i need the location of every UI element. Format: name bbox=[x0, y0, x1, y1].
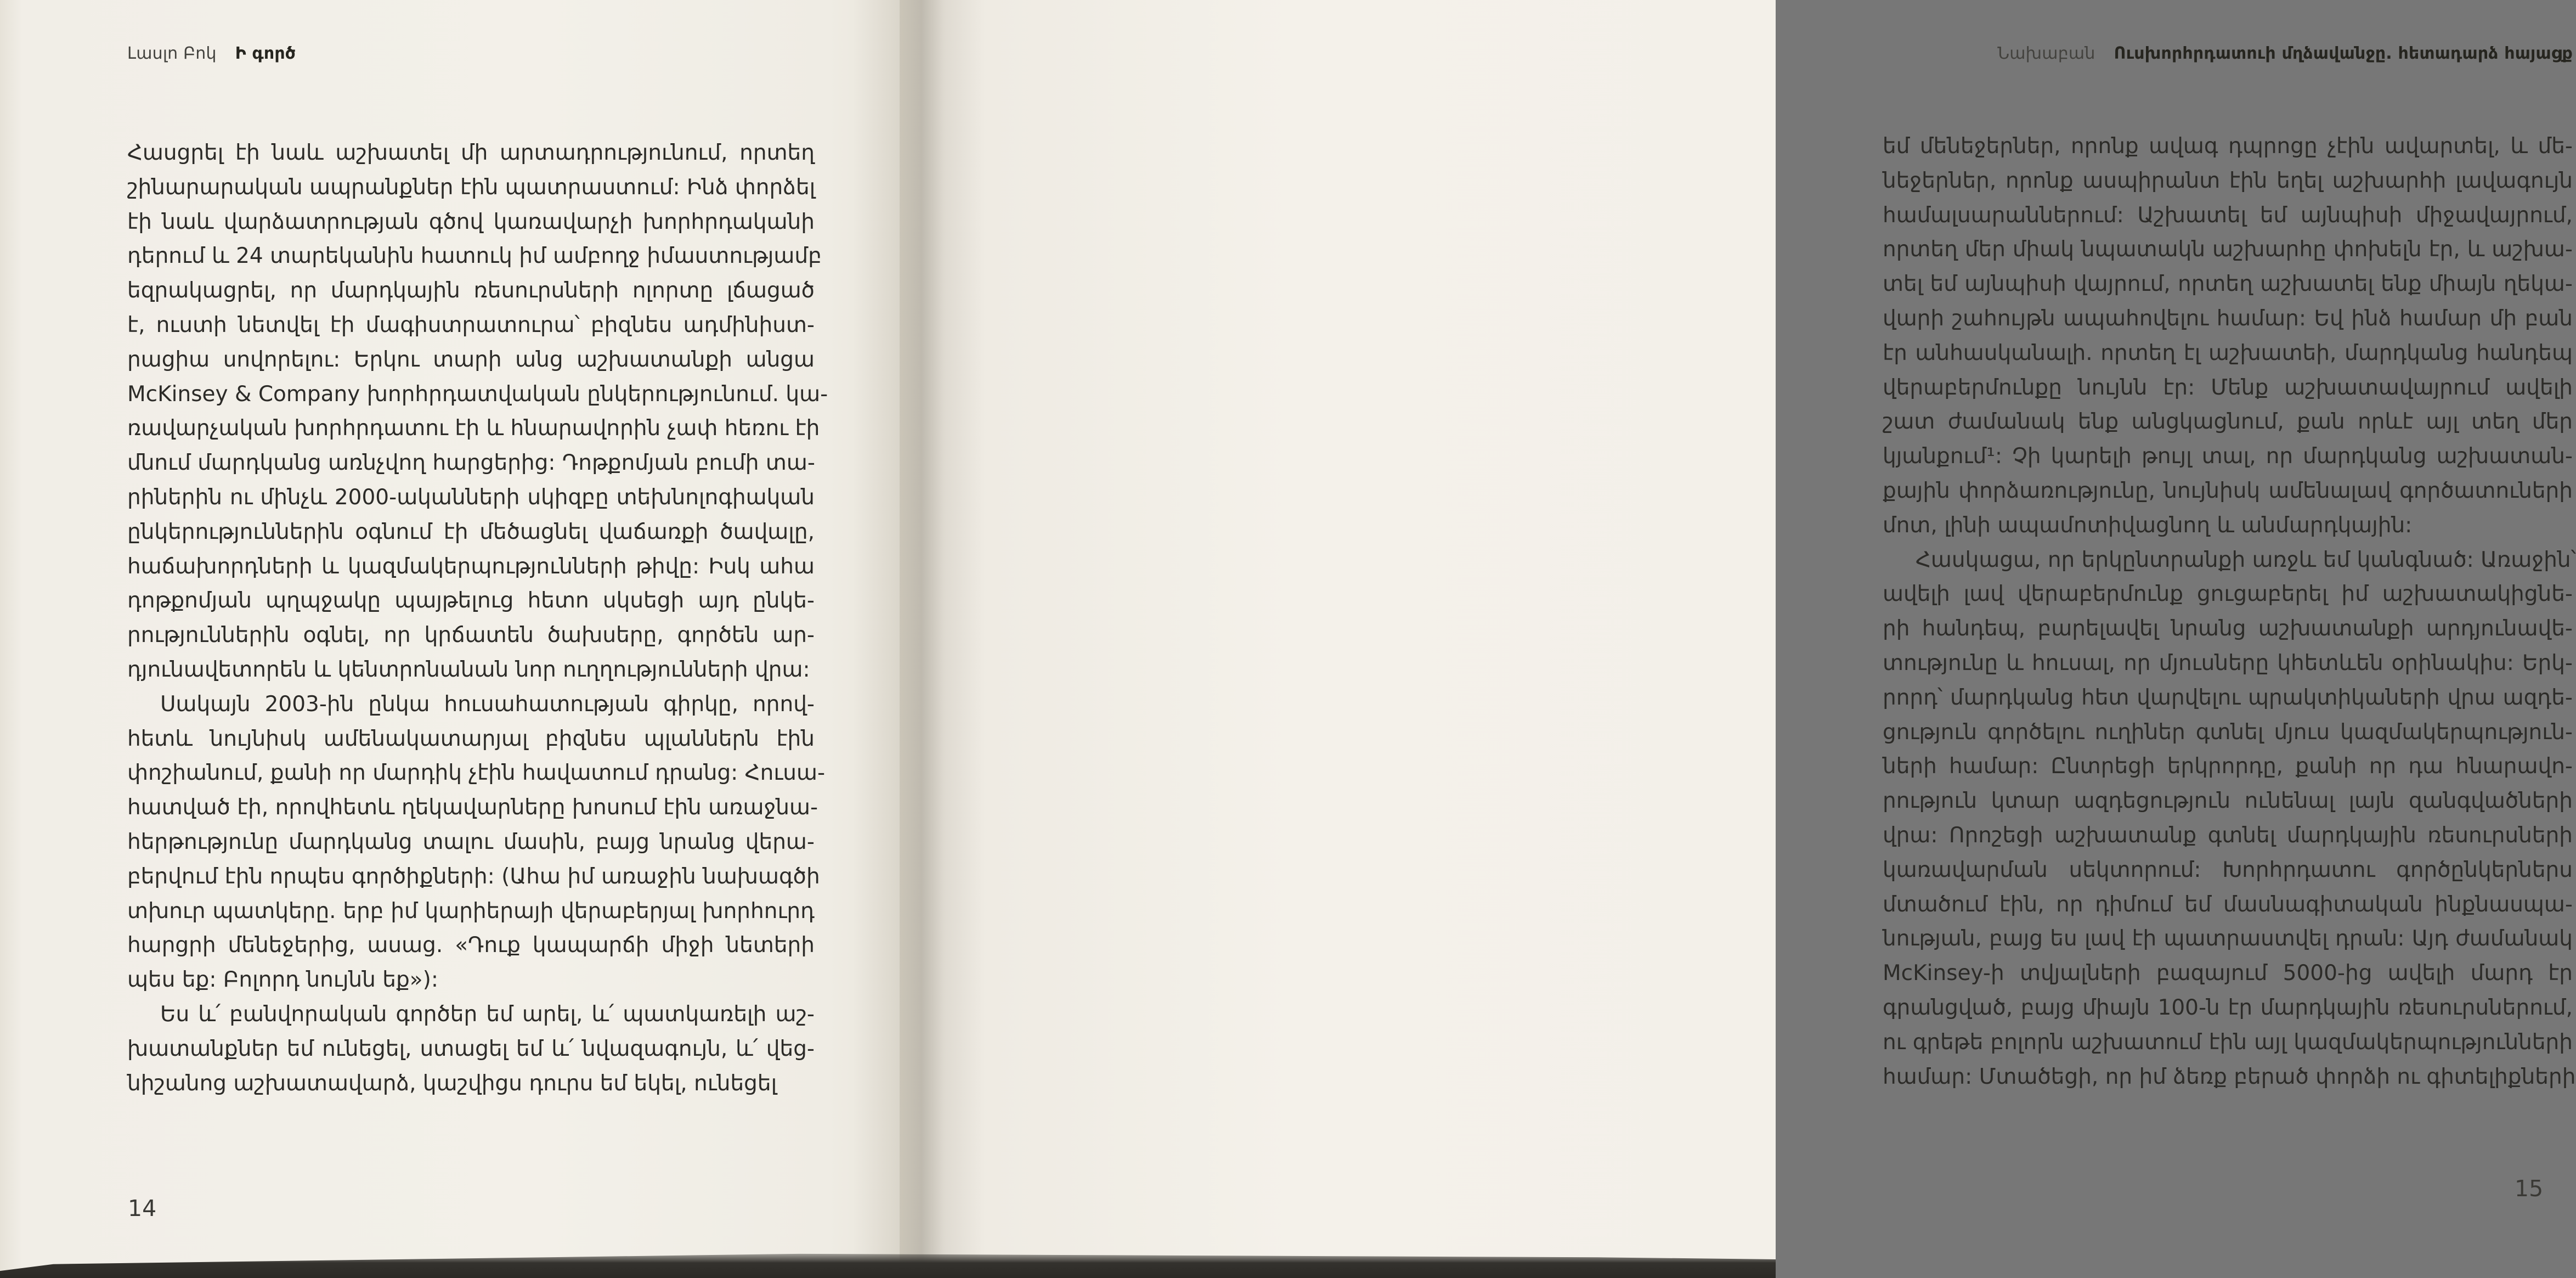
text-line: էի նաև վարձատրության գծով կառավարչի խորհրդականի bbox=[127, 209, 815, 234]
text-line: McKinsey & Company խորհրդատվական ընկերությունում. կա- bbox=[127, 381, 828, 407]
text-line: վերաբերմունքը նույնն էր: Մենք աշխատավայրում ավելի bbox=[1883, 375, 2573, 400]
left-page-number: 14 bbox=[128, 1195, 157, 1221]
text-line: հարցրի մենեջերից, ասաց. «Դուք կապարճի միջի նետերի bbox=[127, 933, 815, 958]
text-line: րորդ՝ մարդկանց հետ վարվելու պրակտիկաների վրա ազդե- bbox=[1883, 685, 2573, 710]
text-line: փոշիանում, քանի որ մարդիկ չէին հավատում դրանց: Հուսա- bbox=[127, 761, 826, 786]
text-line: էր անհասկանալի. որտեղ էլ աշխատեի, մարդկանց հանդեպ bbox=[1883, 340, 2573, 365]
text-line: բերվում էին որպես գործիքների: (Ահա իմ առաջին նախագծի bbox=[127, 864, 820, 889]
text-line: մտածում էին, որ դիմում եմ մասնագիտական ինքնասպա- bbox=[1883, 892, 2573, 917]
text-line: եմ մենեջերներ, որոնք ավագ դպրոցը չէին ավարտել, և մե- bbox=[1883, 134, 2573, 159]
right-page-number: 15 bbox=[2515, 1175, 2544, 1202]
text-line: վրա: Որոշեցի աշխատանք գտնել մարդկային ռեսուրսների bbox=[1883, 823, 2573, 848]
text-line: վարի շահույթն ապահովելու համար: Եվ ինձ համար մի բան bbox=[1883, 306, 2573, 331]
text-line: շատ ժամանակ ենք անցկացնում, քան որևէ այլ տեղ մեր bbox=[1883, 409, 2573, 435]
text-line: որտեղ մեր միակ նպատակն աշխարհը փոխելն էր, և աշխա- bbox=[1883, 237, 2573, 262]
text-line: խատանքներ եմ ունեցել, ստացել եմ և՛ նվազագույն, և՛ վեց- bbox=[127, 1036, 815, 1061]
text-line: մնում մարդկանց առնչվող հարցերից: Դոթքոմյան բումի տա- bbox=[127, 451, 815, 476]
text-line: տել եմ այնպիսի վայրում, որտեղ աշխատել ենք միայն ղեկա- bbox=[1883, 272, 2573, 297]
text-line: քային փորձառությունը, նույնիսկ ամենալավ գործատուների bbox=[1883, 478, 2573, 503]
paragraph bbox=[1883, 130, 2573, 543]
text-line: կառավարման սեկտորում: Խորհրդատու գործընկերներս bbox=[1883, 857, 2573, 882]
text-line: դոթքոմյան պղպջակը պայթելուց հետո սկսեցի այդ ընկե- bbox=[127, 588, 815, 613]
section-name: Նախաբան bbox=[1997, 44, 2095, 63]
text-line: րություն կտար ազդեցություն ունենալ լայն զանգվածների bbox=[1883, 789, 2573, 814]
text-line: ընկերություններին օգնում էի մեծացնել վաճառքի ծավալը, bbox=[127, 519, 815, 544]
text-line: պես եք: Բոլորդ նույնն եք»): bbox=[127, 967, 438, 993]
text-line: տությունը և հուսալ, որ մյուսները կհետևեն օրինակիս: Երկ- bbox=[1883, 650, 2573, 675]
right-text-column bbox=[1883, 130, 2576, 1094]
text-line: հատված էի, որովհետև ղեկավարները խոսում էին առաջնա- bbox=[127, 795, 818, 820]
left-text-column bbox=[127, 136, 828, 1101]
text-line: ու գրեթե բոլորն աշխատում էին այլ կազմակերպությունների bbox=[1883, 1029, 2573, 1055]
right-page bbox=[900, 0, 2576, 1278]
text-line: րի հանդեպ, բարելավել նրանց աշխատանքի արդյունավե- bbox=[1883, 616, 2573, 641]
paragraph bbox=[127, 136, 828, 688]
text-line: եզրակացրել, որ մարդկային ռեսուրսների ոլորտը լճացած bbox=[127, 278, 815, 303]
text-line: ռավարչական խորհրդատու էի և հնարավորին չափ հեռու էի bbox=[127, 416, 820, 441]
text-line: շինարարական ապրանքներ էին պատրաստում: Ինձ փորձել bbox=[127, 174, 816, 200]
text-line: Հասկացա, որ երկընտրանքի առջև եմ կանգնած: Առաջին՝ bbox=[1916, 547, 2576, 572]
paragraph bbox=[127, 688, 826, 998]
left-page bbox=[0, 0, 900, 1278]
author-name: Լասլո Բոկ bbox=[127, 44, 217, 63]
text-line: հաճախորդների և կազմակերպությունների թիվը: Իսկ ահա bbox=[127, 554, 815, 579]
text-line: հետև նույնիսկ ամենակատարյալ բիզնես պլաններն էին bbox=[127, 726, 815, 751]
text-line: ների համար: Ընտրեցի երկրորդը, քանի որ դա հնարավո- bbox=[1883, 754, 2573, 779]
text-line: րիներին ու մինչև 2000-ականների սկիզբը տեխնոլոգիական bbox=[127, 485, 815, 510]
text-line: ցություն գործելու ուղիներ գտնել մյուս կազմակերպություն- bbox=[1883, 719, 2573, 745]
text-line: րություններին օգնել, որ կրճատեն ծախսերը, գործեն ար- bbox=[127, 623, 815, 648]
text-line: նիշանոց աշխատավարձ, կաշվիցս դուրս եմ եկել, ունեցել bbox=[127, 1071, 777, 1096]
text-line: Ես և՛ բանվորական գործեր եմ արել, և՛ պատկառելի աշ- bbox=[160, 1001, 815, 1027]
text-line: նության, բայց ես լավ էի պատրաստվել դրան: Այդ ժամանակ bbox=[1883, 926, 2573, 952]
text-line: Հասցրել էի նաև աշխատել մի արտադրությունում, որտեղ bbox=[127, 140, 815, 165]
text-line: մոտ, լինի ապամոտիվացնող և անմարդկային: bbox=[1883, 513, 2413, 538]
text-line: համալսարաններում: Աշխատել եմ այնպիսի միջավայրում, bbox=[1883, 202, 2573, 228]
text-line: կյանքում¹: Չի կարելի թույլ տալ, որ մարդկանց աշխատան- bbox=[1883, 444, 2573, 469]
text-line: համար: Մտածեցի, որ իմ ձեռք բերած փորձի ու գիտելիքների bbox=[1883, 1064, 2576, 1089]
text-line: McKinsey-ի տվյալների բազայում 5000-ից ավելի մարդ էր bbox=[1883, 961, 2573, 986]
book-title: Ի գործ bbox=[235, 44, 296, 63]
text-line: Սակայն 2003-ին ընկա հուսահատության գիրկը, որով- bbox=[160, 691, 815, 717]
text-line: տխուր պատկերը. երբ իմ կարիերայի վերաբերյալ խորհուրդ bbox=[127, 898, 815, 924]
text-line: հերթությունը մարդկանց տալու մասին, բայց նրանց վերա- bbox=[127, 829, 815, 854]
text-line: դերում և 24 տարեկանին հատուկ իմ ամբողջ իմաստությամբ bbox=[127, 244, 822, 269]
paragraph bbox=[127, 998, 815, 1101]
text-line: նեջերներ, որոնք ասպիրանտ էին եղել աշխարհի լավագույն bbox=[1883, 168, 2573, 193]
left-running-header bbox=[127, 44, 296, 63]
chapter-title: Ուսխորհրդատուի մղձավանջը. հետադարձ հայացք bbox=[2114, 44, 2573, 63]
text-line: գրանցված, բայց միայն 100-ն էր մարդկային ռեսուրսներում, bbox=[1883, 995, 2573, 1020]
text-line: րացիա սովորելու: Երկու տարի անց աշխատանքի անցա bbox=[127, 347, 815, 372]
right-running-header bbox=[1883, 44, 2573, 63]
text-line: ավելի լավ վերաբերմունք ցուցաբերել իմ աշխատակիցնե- bbox=[1883, 582, 2573, 607]
text-line: դյունավետորեն և կենտրոնանան նոր ուղղությունների վրա: bbox=[127, 657, 810, 682]
paragraph bbox=[1883, 543, 2576, 1095]
text-line: է, ուստի նետվել էի մագիստրատուրա՝ բիզնես ադմինիստ- bbox=[127, 312, 815, 337]
